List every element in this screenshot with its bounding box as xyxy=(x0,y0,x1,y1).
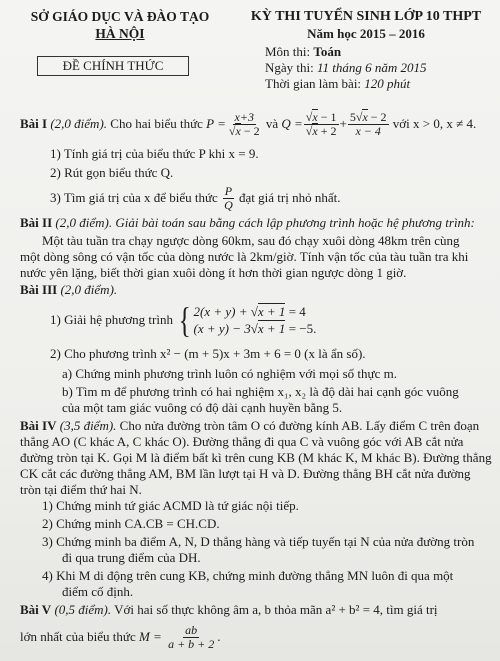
problem-2-line-2: một dòng sông có vận tốc của dòng nước là 2km/giờ. Tính vận tốc của tàu tuần tra khi xyxy=(20,249,469,264)
fraction-P: $\frac{x+3}{√x - 2}$ xyxy=(228,109,260,138)
exam-header xyxy=(246,8,486,42)
problem-5-line-2: lớn nhất của biểu thức M = $\frac{ab}{a + b + 2}$ . xyxy=(20,622,221,651)
problem-4-line-5: tròn tại điểm thứ hai N. xyxy=(20,482,142,497)
problem-4-statement: Bài IV (3,5 điểm). Cho nửa đường tròn tâm O có đường kính AB. Lấy điểm C trên đoạn xyxy=(20,418,480,433)
department-name: SỞ GIÁO DỤC VÀ ĐÀO TẠO xyxy=(30,9,210,24)
problem-4-line-4: CK cắt các đường thẳng AM, BM lần lượt tại H và D. Đường thẳng BH cắt nửa đường xyxy=(20,466,471,481)
fraction-M: $\frac{ab}{a + b + 2}$ xyxy=(168,622,215,651)
fraction-P-over-Q: $\frac{P}{Q}$ xyxy=(224,183,233,212)
problem-1-q3: 3) Tìm giá trị của x để biểu thức $\frac{P}{Q}$ đạt giá trị nhỏ nhất. xyxy=(50,183,341,212)
department-header xyxy=(20,8,220,42)
subject-line: Môn thi: Toán xyxy=(265,44,342,59)
school-year: Năm học 2015 – 2016 xyxy=(307,26,425,41)
date-line: Ngày thi: 11 tháng 6 năm 2015 xyxy=(265,60,427,75)
problem-3-qb-line-1: b) Tìm m để phương trình có hai nghiệm x₁, x₂ là độ dài hai cạnh góc vuông xyxy=(62,384,459,399)
problem-1-statement: Bài I (2,0 điểm). Cho hai biểu thức P = $\frac{x+3}{√x - 2}$ và Q = $\frac{√x - 1}{√x + 2}$ + $\frac{5√x - 2}{x - 4}$ với x > 0, x ≠ 4. xyxy=(20,109,477,138)
problem-4-q4-line-2: điểm cố định. xyxy=(62,584,134,599)
fraction-Q2: $\frac{5√x - 2}{x - 4}$ xyxy=(349,109,387,138)
problem-2-statement: Bài II (2,0 điểm). Giải bài toán sau bằng cách lập phương trình hoặc hệ phương trình: xyxy=(20,215,475,230)
time-line: Thời gian làm bài: 120 phút xyxy=(265,76,411,91)
problem-4-q2: 2) Chứng minh CA.CB = CH.CD. xyxy=(42,516,220,531)
system-brace-icon: { xyxy=(178,300,191,340)
problem-1-q1: 1) Tính giá trị của biểu thức P khi x = 9. xyxy=(50,146,259,161)
problem-4-line-2: thẳng AO (C khác A, C khác O). Đường thẳng đi qua C và vuông góc với AB cắt nửa xyxy=(20,434,464,449)
problem-2-line-3: nước yên lặng, biết thời gian xuôi dòng ít hơn thời gian ngược dòng 1 giờ. xyxy=(20,265,407,280)
problem-2-line-1: Một tàu tuần tra chạy ngược dòng 60km, sau đó chạy xuôi dòng 48km trên cùng xyxy=(42,233,460,248)
exam-title: KỲ THI TUYỂN SINH LỚP 10 THPT xyxy=(250,9,482,24)
problem-4-q3-line-2: đi qua trung điểm của DH. xyxy=(62,550,201,565)
equation-system: 2(x + y) + √x + 1 = 4 (x + y) − 3√x + 1 = −5. xyxy=(193,304,317,336)
problem-4-q1: 1) Chứng minh tứ giác ACMD là tứ giác nội tiếp. xyxy=(42,498,299,513)
official-exam-box: ĐỀ CHÍNH THỨC xyxy=(37,56,189,76)
problem-3-q1: 1) Giải hệ phương trình { 2(x + y) + √x + 1 = 4 (x + y) − 3√x + 1 = −5. xyxy=(50,300,317,340)
problem-1-q2: 2) Rút gọn biểu thức Q. xyxy=(50,165,174,180)
problem-4-q4-line-1: 4) Khi M di động trên cung KB, chứng minh đường thẳng MN luôn đi qua một xyxy=(42,568,454,583)
fraction-Q1: $\frac{√x - 1}{√x + 2}$ xyxy=(305,109,337,138)
problem-4-line-3: đường tròn tại K. Gọi M là điểm bất kì trên cung KB (M khác K, M khác B). Đường thẳng xyxy=(20,450,492,465)
problem-4-q3-line-1: 3) Chứng minh ba điểm A, N, D thẳng hàng và tiếp tuyến tại N của nửa đường tròn xyxy=(42,534,475,549)
problem-5-statement: Bài V (0,5 điểm). Với hai số thực không âm a, b thỏa mãn a² + b² = 4, tìm giá trị xyxy=(20,602,438,617)
problem-3-statement: Bài III (2,0 điểm). xyxy=(20,282,118,297)
city-name: HÀ NỘI xyxy=(95,26,145,41)
problem-3-qa: a) Chứng minh phương trình luôn có nghiệm với mọi số thực m. xyxy=(62,366,397,381)
problem-3-qb-line-2: của một tam giác vuông có độ dài cạnh huyền bằng 5. xyxy=(62,400,343,415)
problem-3-q2: 2) Cho phương trình x² − (m + 5)x + 3m + 6 = 0 (x là ẩn số). xyxy=(50,346,366,361)
